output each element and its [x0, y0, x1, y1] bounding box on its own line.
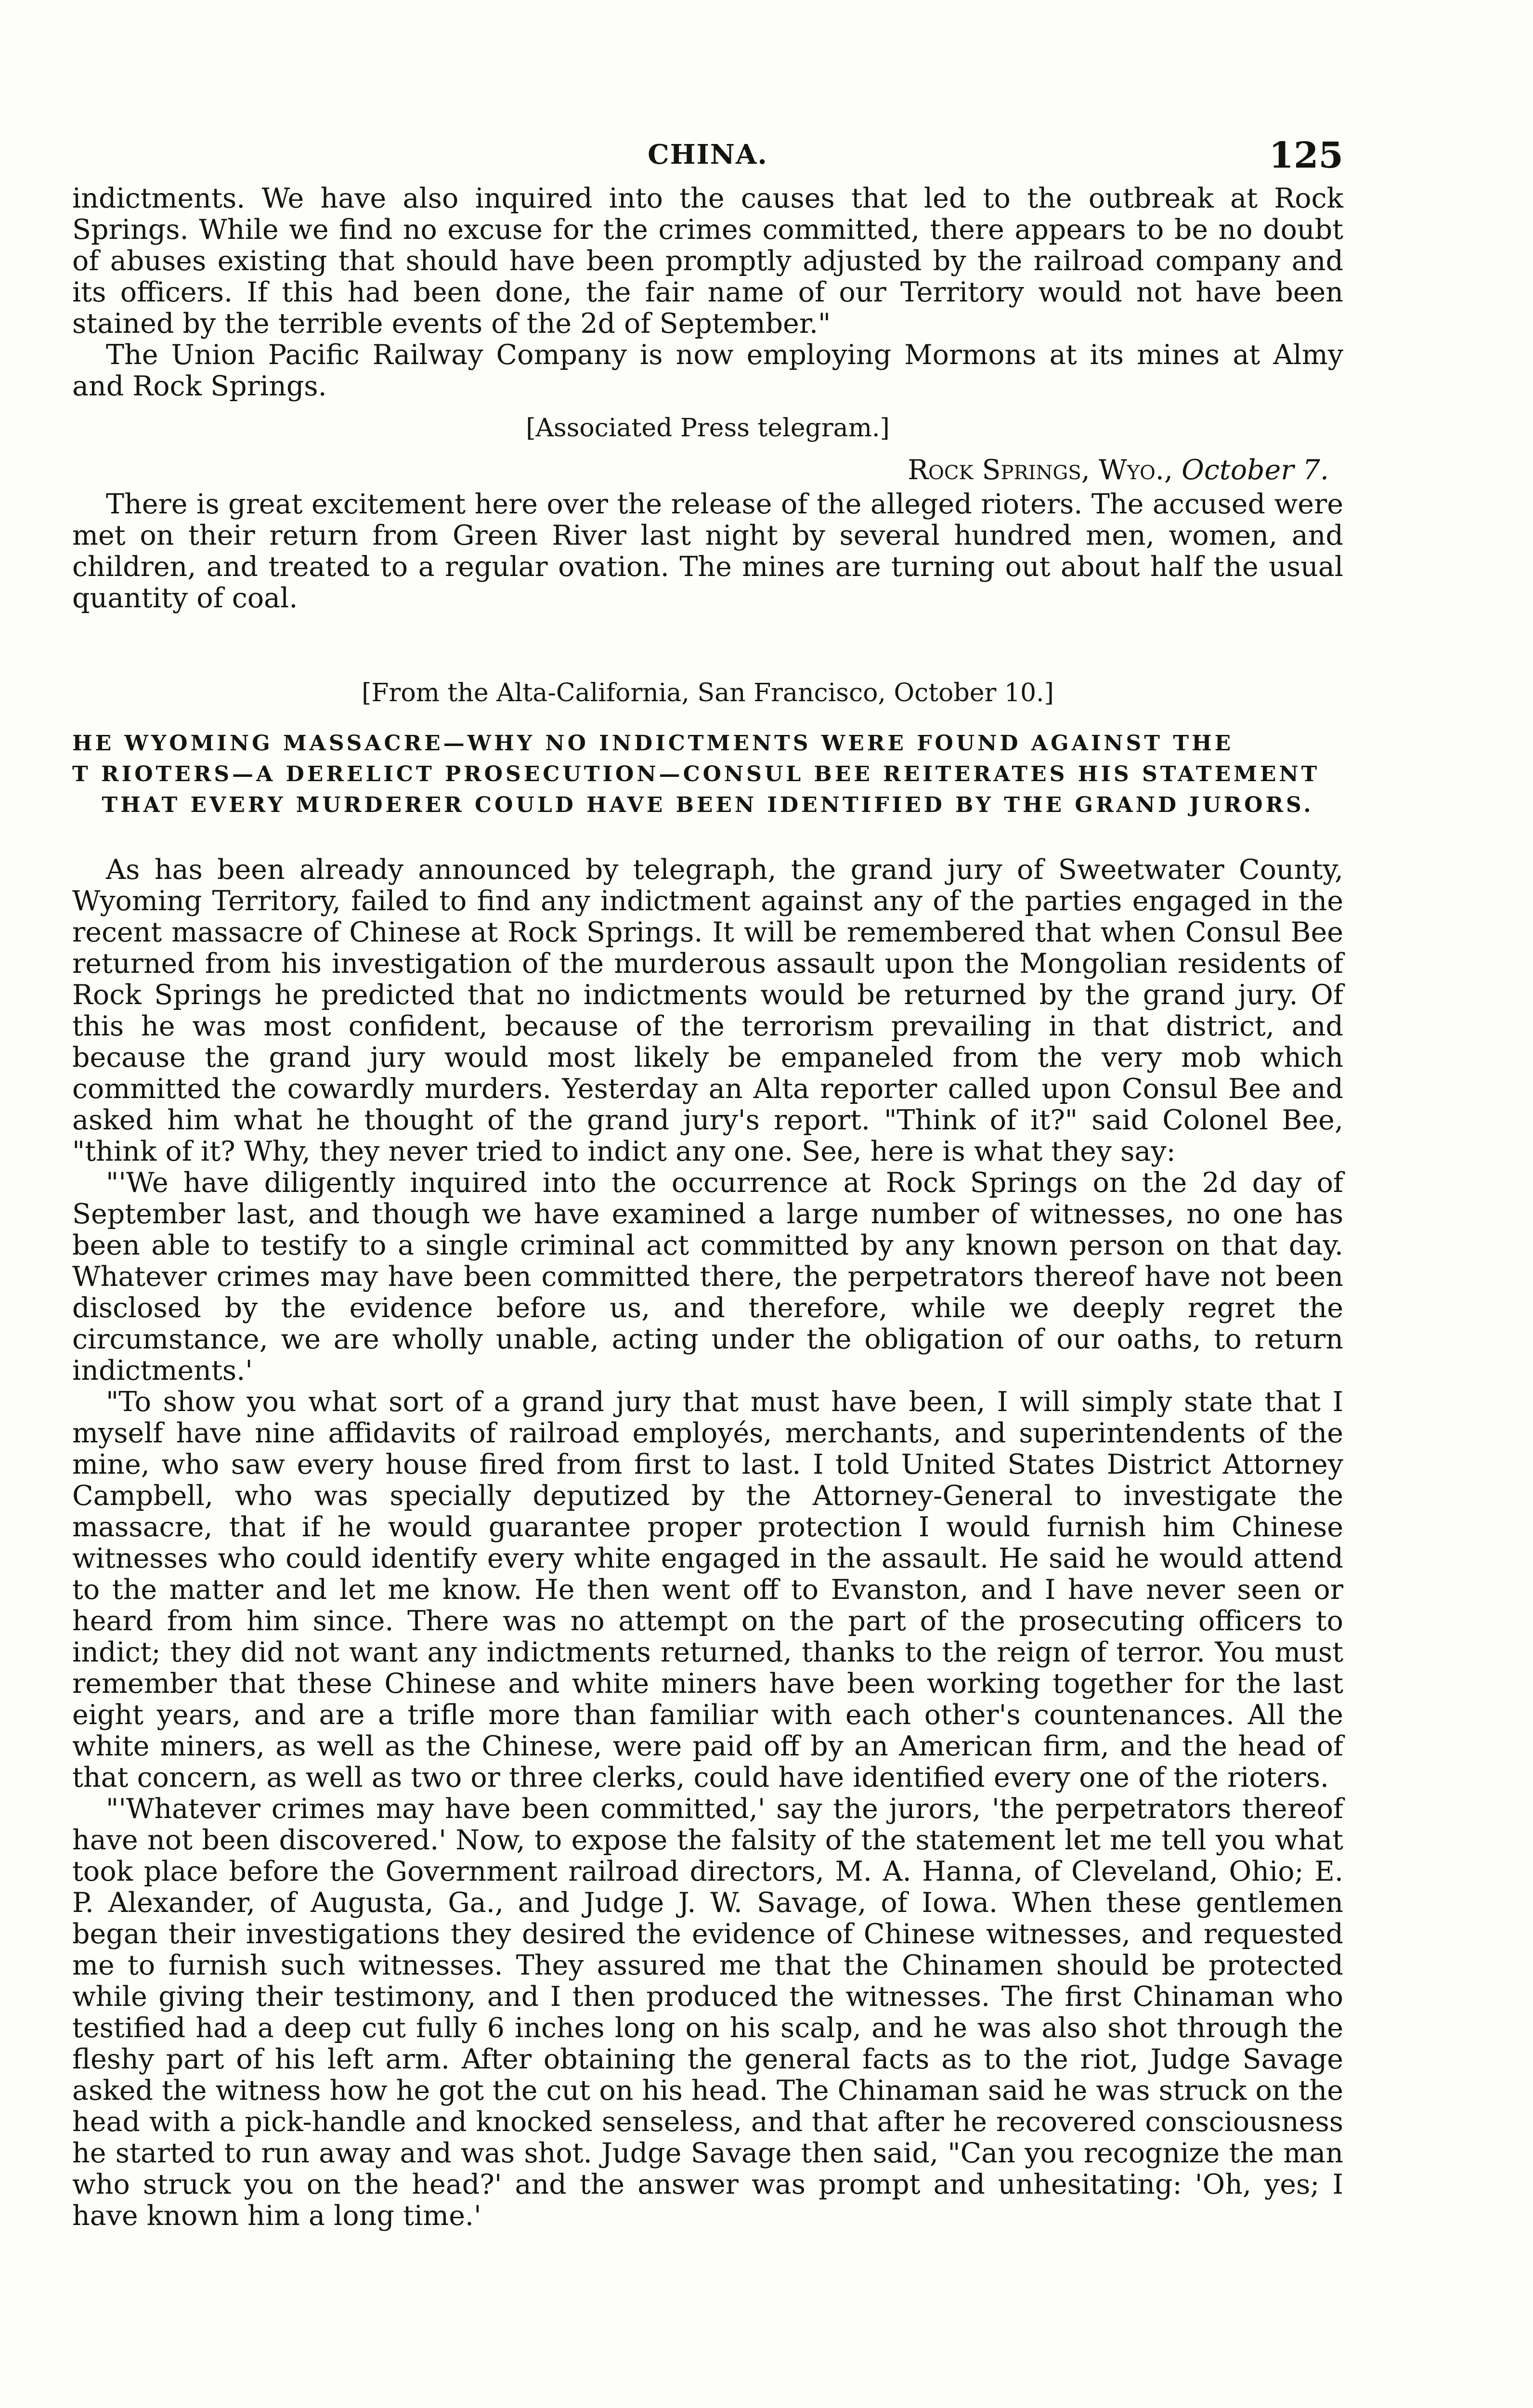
paragraph-telegram: There is great excitement here over the release of the alleged rioters. The accused were met on their return from Green River last night by several hundred men, women, and children, and treated to a regular ovation. The mines are turning out about half the usual quantity of coal. — [72, 488, 1343, 614]
article-paragraph: "'Whatever crimes may have been committed,' say the jurors, 'the perpetrators thereof have not been discovered.' Now, to expose the falsity of the statement let me tell you what took place before the Government railroad directors, M. A. Hanna, of Cleveland, Ohio; E. P. Alexander, of Augusta, Ga., and Judge J. W. Savage, of Iowa. When these gentlemen began their investigations they desired the evidence of Chinese witnesses, and requested me to furnish such witnesses. They assured me that the Chinamen should be protected while giving their testimony, and I then produced the witnesses. The first Chinaman who testified had a deep cut fully 6 inches long on his scalp, and he was also shot through the fleshy part of his left arm. After obtaining the general facts as to the riot, Judge Savage asked the witness how he got the cut on his head. The Chinaman said he was struck on the head with a pick-handle and knocked senseless, and that after he recovered consciousness he started to run away and was shot. Judge Savage then said, "Can you recognize the man who struck you on the head?' and the answer was prompt and unhesitating: 'Oh, yes; I have known him a long time.' — [72, 1793, 1343, 2232]
dateline-place: Rock Springs, Wyo., — [908, 454, 1173, 486]
source-associated-press: [Associated Press telegram.] — [526, 414, 890, 443]
headline-line-2: T RIOTERS—A DERELICT PROSECUTION—CONSUL BEE REITERATES HIS STATEMENT — [72, 762, 1320, 786]
article-paragraph: As has been already announced by telegraph, the grand jury of Sweetwater County, Wyoming Territory, failed to find any indictment against any of the parties engaged in the recent massacre of Chinese at Rock Springs. It will be remembered that when Consul Bee returned from his investigation of the murderous assault upon the Mongolian residents of Rock Springs he predicted that no indictments would be returned by the grand jury. Of this he was most confident, because of the terrorism prevailing in that district, and because the grand jury would most likely be empaneled from the very mob which committed the cowardly murders. Yesterday an Alta reporter called upon Consul Bee and asked him what he thought of the grand jury's report. "Think of it?" said Colonel Bee, "think of it? Why, they never tried to indict any one. See, here is what they say: — [72, 854, 1343, 1167]
article-paragraph: "To show you what sort of a grand jury that must have been, I will simply state that I myself have nine affidavits of railroad employés, merchants, and superintendents of the mine, who saw every house fired from first to last. I told United States District Attorney Campbell, who was specially deputized by the Attorney-General to investigate the massacre, that if he would guarantee proper protection I would furnish him Chinese witnesses who could identify every white engaged in the assault. He said he would attend to the matter and let me know. He then went off to Evanston, and I have never seen or heard from him since. There was no attempt on the part of the prosecuting officers to indict; they did not want any indictments returned, thanks to the reign of terror. You must remember that these Chinese and white miners have been working together for the last eight years, and are a trifle more than familiar with each other's countenances. All the white miners, as well as the Chinese, were paid off by an American firm, and the head of that concern, as well as two or three clerks, could have identified every one of the rioters. — [72, 1386, 1343, 1793]
headline-line-1: HE WYOMING MASSACRE—WHY NO INDICTMENTS WERE FOUND AGAINST THE — [72, 731, 1234, 756]
dateline — [72, 455, 1343, 486]
section-gap — [72, 614, 1343, 667]
dateline-date: October 7. — [1182, 454, 1329, 486]
page-header — [72, 130, 1343, 183]
paragraph-union-pacific: The Union Pacific Railway Company is now employing Mormons at its mines at Almy and Rock Springs. — [72, 339, 1343, 402]
headline-line-3: THAT EVERY MURDERER COULD HAVE BEEN IDENTIFIED BY THE GRAND JURORS. — [102, 793, 1314, 817]
article-paragraph: "'We have diligently inquired into the occurrence at Rock Springs on the 2d day of September last, and though we have examined a large number of witnesses, no one has been able to testify to a single criminal act committed by any known person on that day. Whatever crimes may have been committed there, the perpetrators thereof have not been disclosed by the evidence before us, and therefore, while we deeply regret the circumstance, we are wholly unable, acting under the obligation of our oaths, to return indictments.' — [72, 1167, 1343, 1387]
paragraph-continued: indictments. We have also inquired into the causes that led to the outbreak at Rock Springs. While we find no excuse for the crimes committed, there appears to be no doubt of abuses existing that should have been promptly adjusted by the railroad company and its officers. If this had been done, the fair name of our Territory would not have been stained by the terrible events of the 2d of September." — [72, 183, 1343, 340]
page-number: 125 — [1269, 135, 1343, 176]
page — [72, 130, 1343, 2232]
running-title: CHINA. — [648, 139, 768, 170]
article-headline — [72, 728, 1343, 821]
source-alta-california: [From the Alta-California, San Francisco, October 10.] — [362, 679, 1054, 707]
